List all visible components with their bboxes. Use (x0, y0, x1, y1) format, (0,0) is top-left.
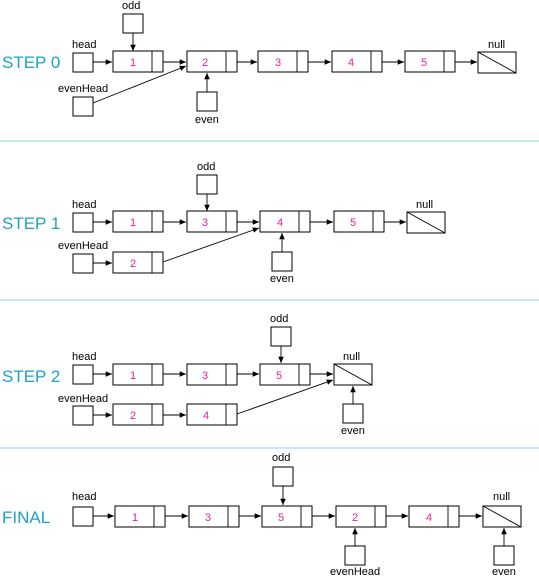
step-label: STEP 0 (2, 53, 61, 72)
even-pointer-box (272, 252, 292, 271)
list-node (262, 506, 312, 527)
node-value: 5 (276, 370, 283, 382)
even-pointer-box (343, 404, 363, 423)
even-label: even (270, 273, 294, 285)
even-head-pointer-box (345, 546, 365, 565)
list-node (113, 211, 163, 232)
head-label: head (72, 351, 97, 363)
even-head-pointer-box (73, 254, 93, 273)
step-0 (2, 0, 516, 126)
null-label: null (416, 199, 434, 211)
list-node (113, 252, 163, 273)
head-pointer-box (73, 507, 93, 526)
step-label: STEP 1 (2, 214, 61, 233)
list-node (405, 51, 455, 72)
odd-label: odd (197, 161, 216, 173)
even-label: even (341, 425, 365, 437)
head-label: head (72, 491, 97, 503)
list-node (189, 506, 239, 527)
even-label: even (492, 566, 516, 578)
node-value: 1 (130, 57, 137, 69)
list-node (113, 51, 163, 72)
head-label: head (72, 39, 97, 51)
node-value: 4 (203, 410, 210, 422)
null-label: null (488, 39, 506, 51)
even-head-label: evenHead (58, 393, 109, 405)
node-value: 4 (348, 57, 355, 69)
odd-pointer-box (273, 467, 293, 486)
null-label: null (493, 491, 511, 503)
head-pointer-box (73, 53, 93, 72)
head-label: head (72, 199, 97, 211)
node-value: 4 (426, 512, 433, 524)
head-pointer-box (73, 365, 93, 384)
node-value: 3 (202, 217, 209, 229)
next-arrow (163, 228, 259, 262)
step-1 (2, 161, 445, 285)
list-node (187, 404, 237, 425)
null-node (334, 364, 372, 385)
node-value: 2 (352, 512, 359, 524)
step-label: FINAL (2, 508, 51, 527)
even-pointer-box (197, 92, 217, 111)
step-2 (2, 313, 372, 437)
node-value: 3 (205, 512, 212, 524)
even-head-label: evenHead (58, 240, 109, 252)
node-value: 2 (130, 258, 137, 270)
node-value: 2 (130, 410, 137, 422)
list-node (409, 506, 459, 527)
odd-pointer-box (123, 14, 143, 33)
node-value: 3 (275, 57, 282, 69)
head-pointer-box (73, 213, 93, 232)
list-node (260, 211, 310, 232)
even-pointer-box (494, 546, 514, 565)
even-head-label: evenHead (330, 566, 381, 578)
step-label: STEP 2 (2, 367, 61, 386)
list-node (332, 51, 382, 72)
odd-label: odd (272, 452, 291, 464)
odd-pointer-box (197, 175, 217, 194)
null-node (478, 52, 516, 73)
list-node (113, 364, 163, 385)
even-head-pointer-box (73, 97, 93, 116)
list-node (187, 211, 237, 232)
odd-label: odd (122, 0, 141, 12)
node-value: 1 (130, 370, 137, 382)
odd-pointer-box (271, 327, 291, 346)
list-node (187, 364, 237, 385)
list-node (260, 364, 310, 385)
list-node (113, 404, 163, 425)
list-node (334, 211, 384, 232)
step-final (2, 452, 521, 578)
list-node (336, 506, 386, 527)
list-node (258, 51, 308, 72)
null-node (483, 506, 521, 527)
node-value: 2 (202, 57, 209, 69)
node-value: 5 (350, 217, 357, 229)
odd-label: odd (270, 313, 289, 325)
node-value: 3 (202, 370, 209, 382)
node-value: 5 (421, 57, 428, 69)
node-value: 4 (277, 217, 284, 229)
even-label: even (195, 114, 219, 126)
list-node (187, 51, 237, 72)
node-value: 1 (132, 512, 139, 524)
node-value: 1 (130, 217, 137, 229)
list-node (115, 506, 165, 527)
null-node (407, 212, 445, 233)
node-value: 5 (278, 512, 285, 524)
null-label: null (343, 351, 361, 363)
even-head-label: evenHead (58, 83, 109, 95)
even-head-pointer-box (73, 406, 93, 425)
